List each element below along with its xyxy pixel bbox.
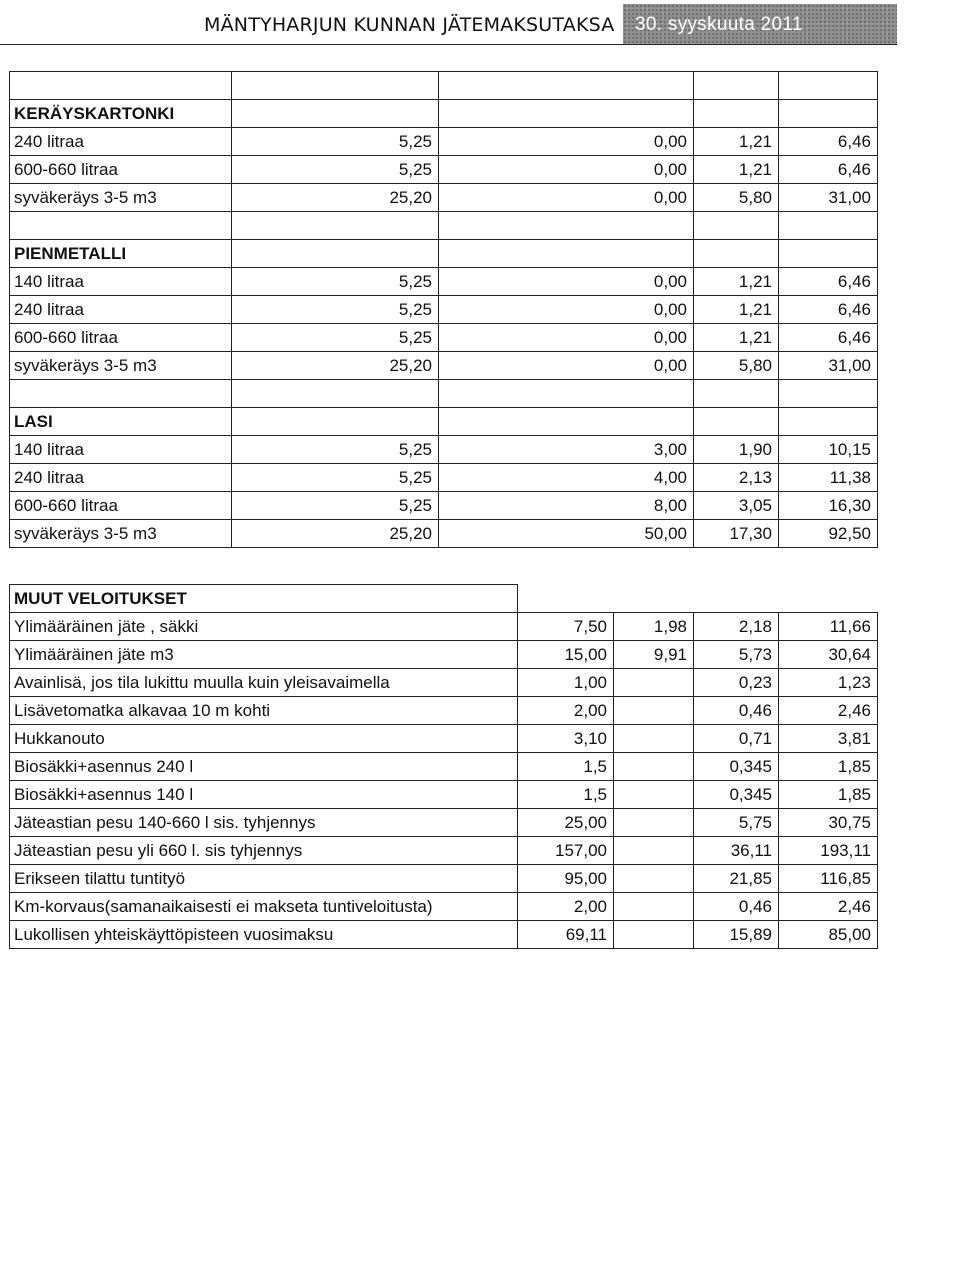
value-cell: 17,30 (694, 520, 779, 548)
value-cell: 1,21 (694, 296, 779, 324)
row-label: Ylimääräinen jäte m3 (10, 641, 518, 669)
value-cell: 0,23 (694, 669, 779, 697)
table-row (10, 184, 878, 212)
empty-cell (694, 72, 779, 100)
empty-cell (779, 72, 878, 100)
value-cell: 92,50 (779, 520, 878, 548)
empty-cell (232, 380, 439, 408)
section-header-row (10, 408, 878, 436)
table-row (10, 128, 878, 156)
empty-cell (779, 100, 878, 128)
table-row (10, 669, 878, 697)
value-cell: 193,11 (779, 837, 878, 865)
value-cell: 15,00 (518, 641, 614, 669)
section-header-row (10, 100, 878, 128)
value-cell: 21,85 (694, 865, 779, 893)
value-cell: 3,00 (439, 436, 694, 464)
value-cell: 0,46 (694, 697, 779, 725)
table-row (10, 781, 878, 809)
table-row (10, 753, 878, 781)
value-cell: 1,21 (694, 268, 779, 296)
table-row (10, 464, 878, 492)
row-label: 600-660 litraa (10, 156, 232, 184)
value-cell: 0,00 (439, 296, 694, 324)
value-cell: 5,25 (232, 436, 439, 464)
value-cell (614, 865, 694, 893)
value-cell: 85,00 (779, 921, 878, 949)
section-header-row (10, 585, 878, 613)
document-title: MÄNTYHARJUN KUNNAN JÄTEMAKSUTAKSA (204, 14, 615, 36)
empty-cell (518, 585, 878, 613)
value-cell: 5,25 (232, 156, 439, 184)
value-cell: 1,98 (614, 613, 694, 641)
value-cell: 1,23 (779, 669, 878, 697)
value-cell: 0,00 (439, 128, 694, 156)
empty-cell (232, 100, 439, 128)
value-cell: 11,66 (779, 613, 878, 641)
spacer-row (10, 380, 878, 408)
row-label: Km-korvaus(samanaikaisesti ei makseta tuntiveloitusta) (10, 893, 518, 921)
value-cell: 5,25 (232, 464, 439, 492)
other-charges-table (9, 584, 878, 949)
table-row (10, 156, 878, 184)
row-label: 240 litraa (10, 464, 232, 492)
table-row (10, 725, 878, 753)
date-text: 30. syyskuuta 2011 (635, 14, 803, 35)
empty-cell (439, 240, 694, 268)
empty-cell (779, 408, 878, 436)
value-cell: 31,00 (779, 352, 878, 380)
value-cell: 25,20 (232, 520, 439, 548)
row-label: 600-660 litraa (10, 492, 232, 520)
table-row (10, 520, 878, 548)
value-cell: 1,21 (694, 324, 779, 352)
table-row (10, 921, 878, 949)
value-cell (614, 893, 694, 921)
spacer-row (10, 72, 878, 100)
row-label: Jäteastian pesu yli 660 l. sis tyhjennys (10, 837, 518, 865)
row-label: Lisävetomatka alkavaa 10 m kohti (10, 697, 518, 725)
value-cell: 1,85 (779, 753, 878, 781)
row-label: syväkeräys 3-5 m3 (10, 352, 232, 380)
value-cell: 7,50 (518, 613, 614, 641)
empty-cell (779, 212, 878, 240)
value-cell (614, 809, 694, 837)
row-label: 600-660 litraa (10, 324, 232, 352)
value-cell: 2,13 (694, 464, 779, 492)
table-row (10, 837, 878, 865)
table-row (10, 436, 878, 464)
value-cell: 69,11 (518, 921, 614, 949)
empty-cell (232, 72, 439, 100)
value-cell: 50,00 (439, 520, 694, 548)
other-charges-table-body (10, 585, 878, 949)
section-title: LASI (10, 408, 232, 436)
empty-cell (694, 408, 779, 436)
value-cell: 2,46 (779, 697, 878, 725)
section-title: KERÄYSKARTONKI (10, 100, 232, 128)
value-cell: 0,00 (439, 184, 694, 212)
empty-cell (779, 240, 878, 268)
row-label: Erikseen tilattu tuntityö (10, 865, 518, 893)
spacer-row (10, 212, 878, 240)
value-cell: 15,89 (694, 921, 779, 949)
value-cell: 6,46 (779, 296, 878, 324)
empty-cell (439, 100, 694, 128)
empty-cell (232, 212, 439, 240)
value-cell: 5,25 (232, 128, 439, 156)
table-row (10, 613, 878, 641)
date-badge (623, 4, 897, 44)
value-cell: 30,75 (779, 809, 878, 837)
row-label: syväkeräys 3-5 m3 (10, 520, 232, 548)
table-row (10, 296, 878, 324)
row-label: 140 litraa (10, 268, 232, 296)
value-cell: 3,10 (518, 725, 614, 753)
value-cell: 10,15 (779, 436, 878, 464)
value-cell: 25,20 (232, 184, 439, 212)
row-label: Lukollisen yhteiskäyttöpisteen vuosimaksu (10, 921, 518, 949)
value-cell: 95,00 (518, 865, 614, 893)
row-label: 240 litraa (10, 128, 232, 156)
empty-cell (10, 212, 232, 240)
value-cell: 0,345 (694, 781, 779, 809)
row-label: Hukkanouto (10, 725, 518, 753)
value-cell (614, 837, 694, 865)
empty-cell (232, 408, 439, 436)
empty-cell (439, 212, 694, 240)
empty-cell (694, 100, 779, 128)
value-cell: 0,46 (694, 893, 779, 921)
value-cell: 11,38 (779, 464, 878, 492)
value-cell: 5,25 (232, 324, 439, 352)
row-label: Avainlisä, jos tila lukittu muulla kuin yleisavaimella (10, 669, 518, 697)
value-cell (614, 669, 694, 697)
empty-cell (439, 408, 694, 436)
value-cell (614, 753, 694, 781)
value-cell: 0,71 (694, 725, 779, 753)
empty-cell (779, 380, 878, 408)
page-header (0, 0, 960, 48)
empty-cell (232, 240, 439, 268)
value-cell (614, 921, 694, 949)
header-divider (0, 44, 897, 45)
row-label: Biosäkki+asennus 140 l (10, 781, 518, 809)
value-cell: 2,18 (694, 613, 779, 641)
empty-cell (10, 72, 232, 100)
value-cell: 1,21 (694, 128, 779, 156)
table-row (10, 268, 878, 296)
value-cell: 6,46 (779, 128, 878, 156)
value-cell: 8,00 (439, 492, 694, 520)
value-cell: 1,21 (694, 156, 779, 184)
value-cell: 5,25 (232, 296, 439, 324)
value-cell: 25,20 (232, 352, 439, 380)
value-cell: 3,81 (779, 725, 878, 753)
value-cell: 4,00 (439, 464, 694, 492)
value-cell: 6,46 (779, 324, 878, 352)
value-cell: 5,80 (694, 352, 779, 380)
row-label: syväkeräys 3-5 m3 (10, 184, 232, 212)
value-cell: 25,00 (518, 809, 614, 837)
empty-cell (694, 380, 779, 408)
value-cell: 1,00 (518, 669, 614, 697)
row-label: Biosäkki+asennus 240 l (10, 753, 518, 781)
value-cell: 16,30 (779, 492, 878, 520)
value-cell: 2,46 (779, 893, 878, 921)
empty-cell (10, 380, 232, 408)
table-row (10, 809, 878, 837)
table-row (10, 641, 878, 669)
value-cell: 0,00 (439, 156, 694, 184)
empty-cell (694, 212, 779, 240)
value-cell (614, 697, 694, 725)
value-cell: 3,05 (694, 492, 779, 520)
value-cell: 30,64 (779, 641, 878, 669)
value-cell: 1,5 (518, 781, 614, 809)
section-header-row (10, 240, 878, 268)
value-cell: 1,5 (518, 753, 614, 781)
value-cell: 2,00 (518, 893, 614, 921)
table-row (10, 697, 878, 725)
value-cell: 157,00 (518, 837, 614, 865)
value-cell: 116,85 (779, 865, 878, 893)
value-cell: 0,345 (694, 753, 779, 781)
fee-table-sections (9, 71, 878, 548)
table-row (10, 865, 878, 893)
empty-cell (439, 380, 694, 408)
value-cell: 6,46 (779, 268, 878, 296)
empty-cell (439, 72, 694, 100)
table-row (10, 324, 878, 352)
value-cell: 5,25 (232, 268, 439, 296)
value-cell: 5,25 (232, 492, 439, 520)
value-cell: 31,00 (779, 184, 878, 212)
empty-cell (694, 240, 779, 268)
value-cell: 5,73 (694, 641, 779, 669)
row-label: 240 litraa (10, 296, 232, 324)
value-cell: 2,00 (518, 697, 614, 725)
value-cell: 0,00 (439, 324, 694, 352)
fee-table-sections-body (10, 72, 878, 548)
section-title: MUUT VELOITUKSET (10, 585, 518, 613)
section-title: PIENMETALLI (10, 240, 232, 268)
value-cell: 0,00 (439, 268, 694, 296)
table-row (10, 893, 878, 921)
row-label: 140 litraa (10, 436, 232, 464)
value-cell (614, 781, 694, 809)
table-row (10, 352, 878, 380)
value-cell: 0,00 (439, 352, 694, 380)
value-cell: 1,85 (779, 781, 878, 809)
value-cell: 6,46 (779, 156, 878, 184)
value-cell: 5,75 (694, 809, 779, 837)
row-label: Jäteastian pesu 140-660 l sis. tyhjennys (10, 809, 518, 837)
value-cell: 1,90 (694, 436, 779, 464)
row-label: Ylimääräinen jäte , säkki (10, 613, 518, 641)
value-cell: 9,91 (614, 641, 694, 669)
table-row (10, 492, 878, 520)
value-cell: 5,80 (694, 184, 779, 212)
value-cell: 36,11 (694, 837, 779, 865)
value-cell (614, 725, 694, 753)
